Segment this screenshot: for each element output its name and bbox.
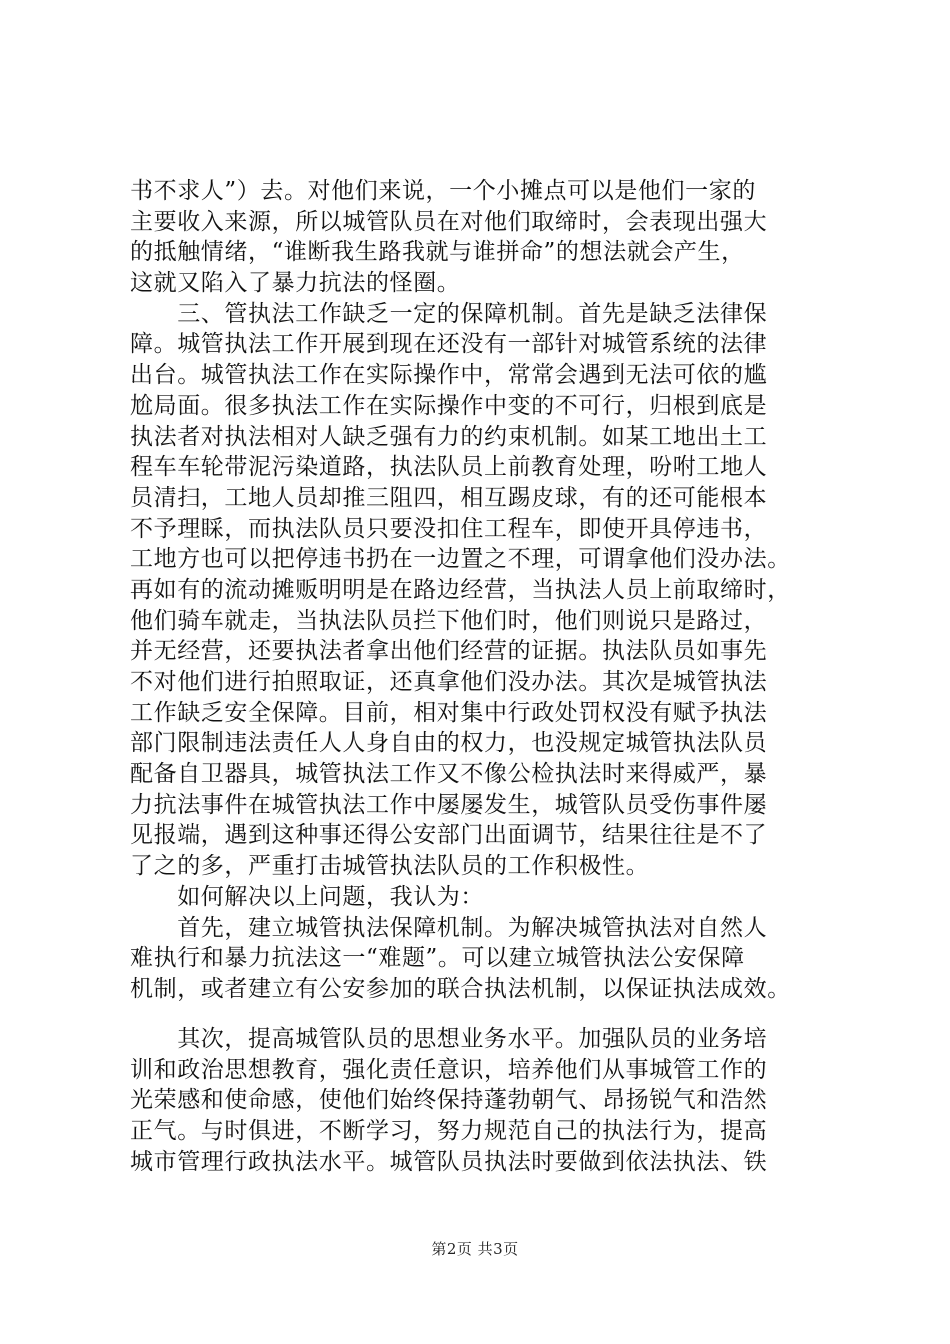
text-line: 再如有的流动摊贩明明是在路边经营，当执法人员上前取缔时， bbox=[130, 576, 791, 603]
text-line: 了之的多，严重打击城管执法队员的工作积极性。 bbox=[130, 853, 650, 880]
text-line: 程车车轮带泥污染道路，执法队员上前教育处理，吩咐工地人 bbox=[130, 454, 768, 481]
text-line: 首先，建立城管执法保障机制。为解决城管执法对自然人 bbox=[130, 914, 768, 941]
text-line: 的抵触情绪，“谁断我生路我就与谁拼命”的想法就会产生， bbox=[130, 239, 745, 266]
text-line: 部门限制违法责任人人身自由的权力，也没规定城管执法队员 bbox=[130, 730, 768, 757]
text-line: 这就又陷入了暴力抗法的怪圈。 bbox=[130, 270, 461, 297]
text-line: 不对他们进行拍照取证，还真拿他们没办法。其次是城管执法 bbox=[130, 669, 768, 695]
text-line: 其次，提高城管队员的思想业务水平。加强队员的业务培 bbox=[130, 1026, 768, 1052]
text-line: 见报端，遇到这种事还得公安部门出面调节，结果往往是不了 bbox=[130, 822, 768, 849]
text-line: 力抗法事件在城管执法工作中屡屡发生，城管队员受伤事件屡 bbox=[130, 791, 768, 818]
text-line: 配备自卫器具，城管执法工作又不像公检执法时来得威严，暴 bbox=[130, 761, 768, 788]
text-line: 主要收入来源，所以城管队员在对他们取缔时，会表现出强大 bbox=[130, 208, 768, 235]
text-line: 训和政治思想教育，强化责任意识，培养他们从事城管工作的 bbox=[130, 1056, 768, 1083]
text-line: 机制，或者建立有公安参加的联合执法机制，以保证执法成效。 bbox=[130, 975, 791, 1002]
body-text-block-1 bbox=[130, 176, 830, 1005]
text-line: 书不求人”）去。对他们来说，一个小摊点可以是他们一家的 bbox=[130, 178, 756, 204]
text-line: 并无经营，还要执法者拿出他们经营的证据。执法队员如事先 bbox=[130, 638, 768, 665]
text-line: 出台。城管执法工作在实际操作中，常常会遇到无法可依的尴 bbox=[130, 362, 768, 389]
text-line: 工作缺乏安全保障。目前，相对集中行政处罚权没有赋予执法 bbox=[130, 699, 768, 726]
text-line: 三、管执法工作缺乏一定的保障机制。首先是缺乏法律保 bbox=[130, 300, 768, 327]
page-footer: 第2页 共3页 bbox=[431, 1240, 519, 1258]
text-line: 光荣感和使命感，使他们始终保持蓬勃朝气、昂扬锐气和浩然 bbox=[130, 1087, 768, 1114]
text-line: 障。城管执法工作开展到现在还没有一部针对城管系统的法律 bbox=[130, 331, 768, 358]
body-text-block-2 bbox=[130, 1024, 830, 1177]
text-line: 工地方也可以把停违书扔在一边置之不理，可谓拿他们没办法。 bbox=[130, 546, 791, 573]
text-line: 他们骑车就走，当执法队员拦下他们时，他们则说只是路过， bbox=[130, 607, 768, 634]
text-line: 城市管理行政执法水平。城管队员执法时要做到依法执法、铁 bbox=[130, 1148, 768, 1175]
text-line: 不予理睬，而执法队员只要没扣住工程车，即使开具停违书， bbox=[130, 515, 768, 542]
text-line: 正气。与时俱进，不断学习，努力规范自己的执法行为，提高 bbox=[130, 1118, 768, 1145]
text-line: 员清扫，工地人员却推三阻四，相互踢皮球，有的还可能根本 bbox=[130, 484, 768, 511]
text-line: 尬局面。很多执法工作在实际操作中变的不可行，归根到底是 bbox=[130, 392, 768, 419]
text-line: 如何解决以上问题，我认为： bbox=[130, 883, 484, 910]
text-line: 难执行和暴力抗法这一“难题”。可以建立城管执法公安保障 bbox=[130, 945, 745, 972]
text-line: 执法者对执法相对人缺乏强有力的约束机制。如某工地出土工 bbox=[130, 423, 768, 450]
